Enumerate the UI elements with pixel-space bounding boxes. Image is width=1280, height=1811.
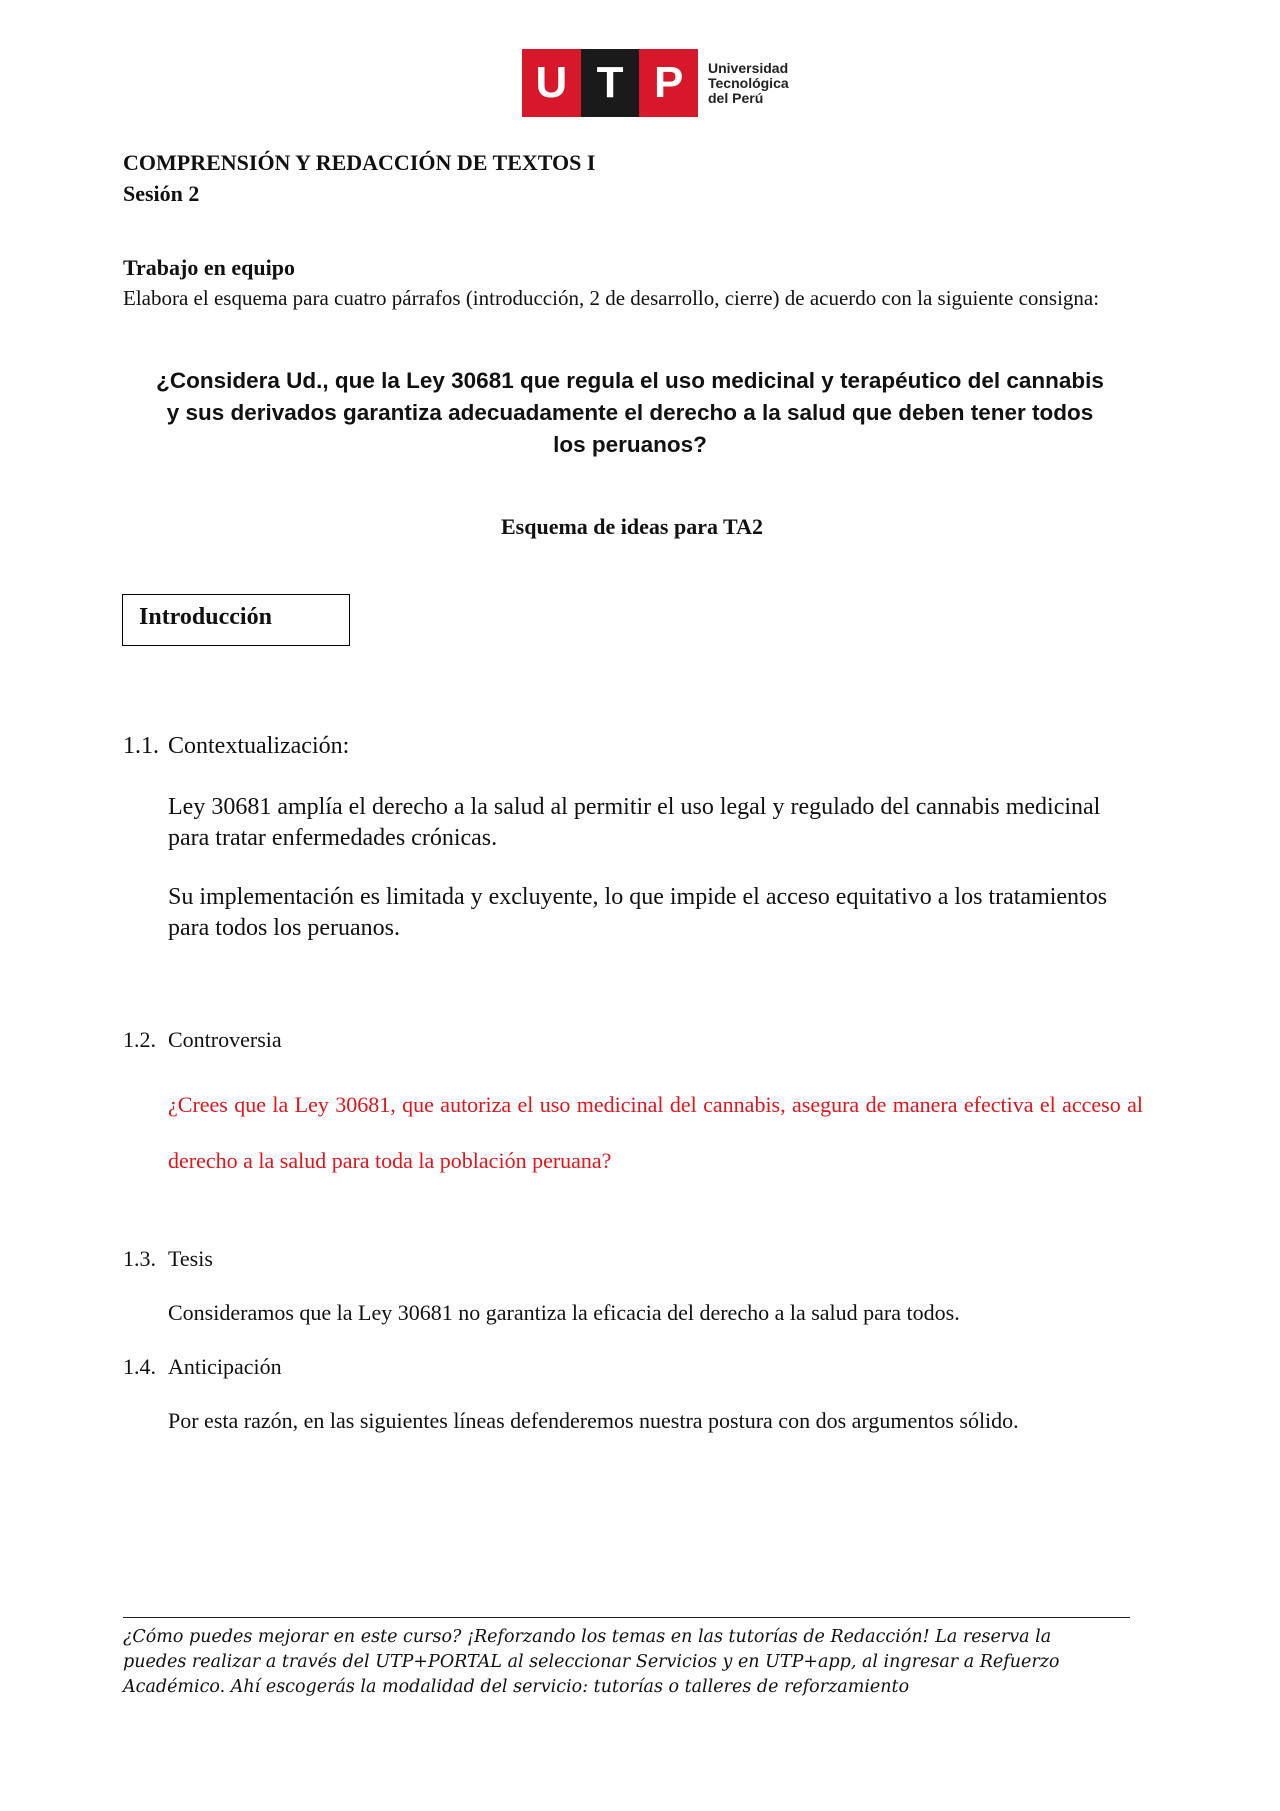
item-label-anticipacion: Anticipación [168, 1354, 282, 1379]
logo-letter-p: P [654, 58, 684, 107]
course-title: COMPRENSIÓN Y REDACCIÓN DE TEXTOS I [123, 150, 596, 175]
session-label: Sesión 2 [123, 181, 200, 206]
assignment-instruction: Elabora el esquema para cuatro párrafos (introducción, 2 de desarrollo, cierre) de acuerdo con la siguiente consigna: [123, 286, 1100, 310]
context-paragraph: Su implementación es limitada y excluyente, lo que impide el acceso equitativo a los tratamientos para todos los peruanos. [168, 884, 1108, 941]
logo-letter-u: U [535, 58, 568, 107]
assignment-question: ¿Considera Ud., que la Ley 30681 que regula el uso medicinal y terapéutico del cannabis y sus derivados garantiza adecuadamente el derecho a la salud que deben tener todos los peruanos? [156, 368, 1104, 457]
footer-note: ¿Cómo puedes mejorar en este curso? ¡Reforzando los temas en las tutorías de Redacción! La reserva la puedes realizar a través del UTP+PORTAL al seleccionar Servicios y en UTP+app, al ingresar a Refuerzo Académico. Ahí escogerás la modalidad del servicio: tutorías o talleres de reforzamiento [123, 1627, 1060, 1697]
footer-divider [123, 1617, 1130, 1618]
item-number: 1.4. [123, 1354, 156, 1379]
logo-line-1: Universidad [708, 59, 789, 76]
item-number: 1.3. [123, 1246, 156, 1271]
section-box-introduccion [122, 594, 350, 646]
context-paragraph: Ley 30681 amplía el derecho a la salud al permitir el uso legal y regulado del cannabis medicinal para tratar enfermedades crónicas. [168, 794, 1101, 851]
logo-letter-t: T [581, 49, 640, 117]
utp-logo-mark [522, 49, 698, 117]
tesis-text: Consideramos que la Ley 30681 no garantiza la eficacia del derecho a la salud para todos. [168, 1300, 960, 1325]
item-label-tesis: Tesis [168, 1246, 213, 1271]
anticipacion-text: Por esta razón, en las siguientes líneas defenderemos nuestra postura con dos argumentos sólido. [168, 1408, 1019, 1433]
item-label-controversia: Controversia [168, 1027, 282, 1052]
scheme-title: Esquema de ideas para TA2 [500, 514, 763, 539]
section-label: Introducción [139, 604, 272, 630]
item-number: 1.2. [123, 1027, 156, 1052]
logo-line-3: del Perú [708, 89, 764, 106]
item-number: 1.1. [123, 733, 159, 759]
logo-wordmark [708, 61, 789, 106]
logo-line-2: Tecnológica [708, 74, 789, 91]
item-label-contextualizacion: Contextualización: [168, 733, 350, 759]
assignment-title: Trabajo en equipo [123, 255, 295, 280]
utp-logo [522, 49, 789, 117]
controversia-question: ¿Crees que la Ley 30681, que autoriza el uso medicinal del cannabis, asegura de manera efectiva el acceso al derecho a la salud para toda la población peruana? [168, 1092, 1143, 1173]
